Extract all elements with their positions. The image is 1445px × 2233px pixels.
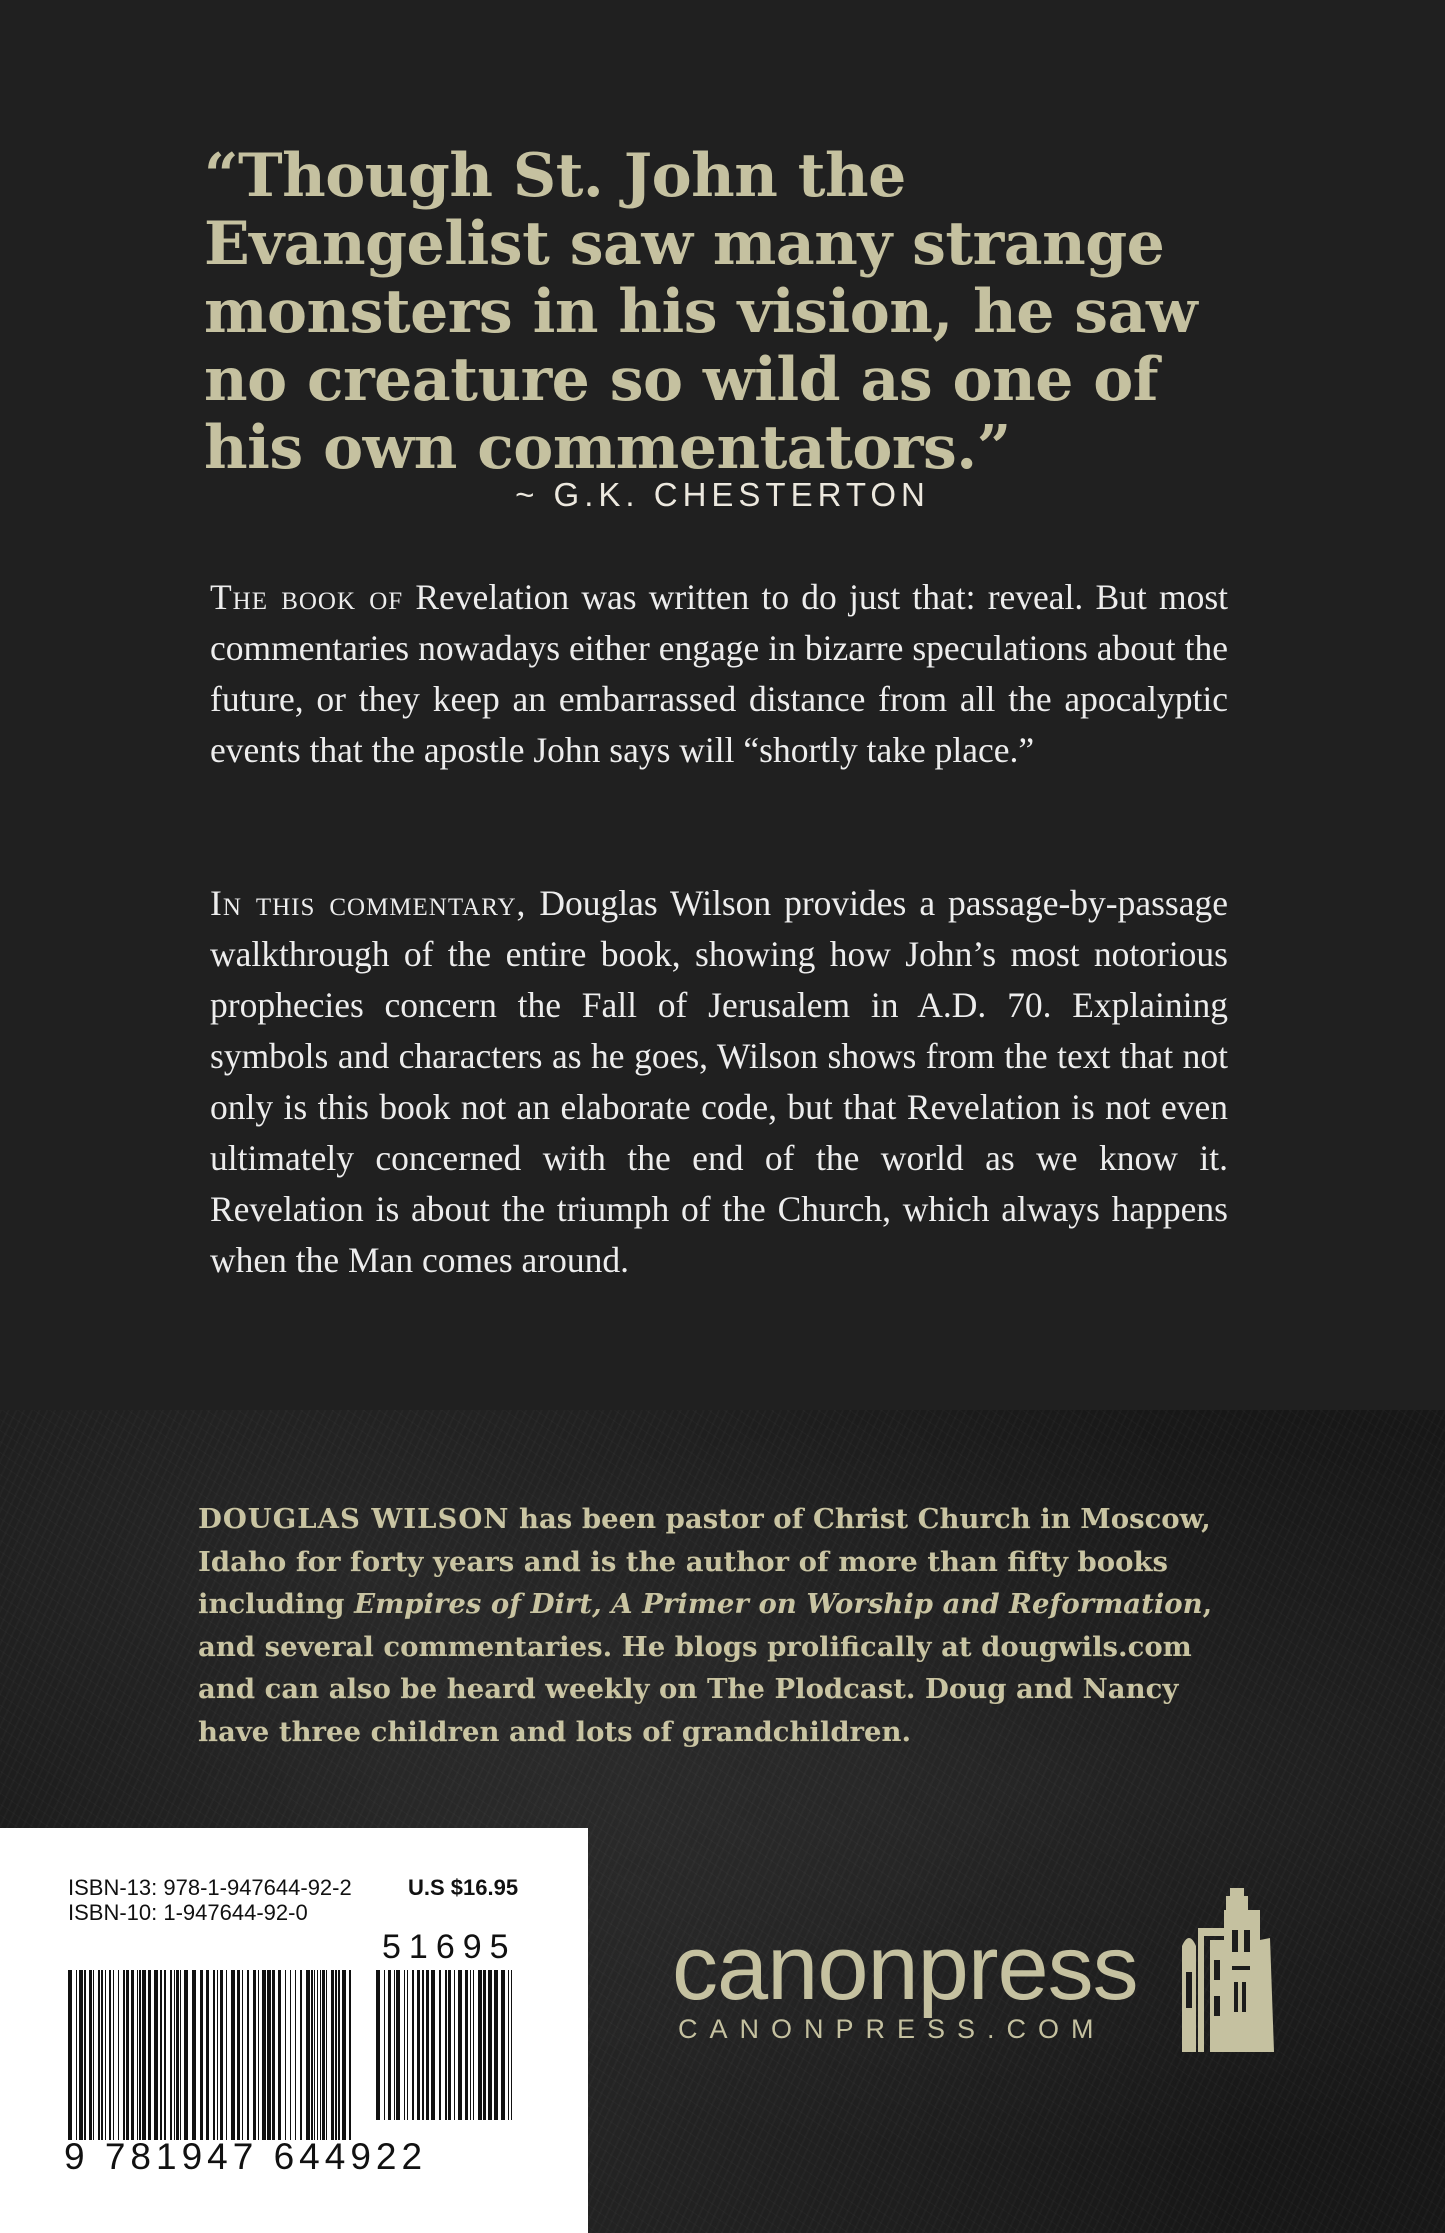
isbn-13: ISBN-13: 978-1-947644-92-2 xyxy=(68,1875,352,1900)
barcode-bar xyxy=(488,1970,492,2120)
barcode-bar xyxy=(253,1970,256,2140)
barcode-bar xyxy=(242,1970,243,2140)
barcode-bar xyxy=(458,1970,462,2120)
barcode-bar xyxy=(508,1970,509,2120)
barcode-bar xyxy=(105,1970,106,2140)
barcode-bar xyxy=(349,1970,351,2140)
barcode-bar xyxy=(247,1970,249,2140)
barcode-bar xyxy=(79,1970,83,2140)
barcode-bar xyxy=(126,1970,129,2140)
barcode-bar xyxy=(89,1970,92,2140)
barcode-bar xyxy=(511,1970,512,2120)
barcode-bar xyxy=(494,1970,498,2120)
isbn-10: ISBN-10: 1-947644-92-0 xyxy=(68,1900,308,1925)
barcode-bar xyxy=(454,1970,455,2120)
publisher-url: CANONPRESS.COM xyxy=(678,2014,1106,2044)
barcode-bar xyxy=(331,1970,334,2140)
barcode-bar xyxy=(501,1970,505,2120)
description-paragraph-1 xyxy=(210,572,1228,776)
barcode-bar xyxy=(326,1970,327,2140)
barcode-bar xyxy=(448,1970,451,2120)
description-paragraph-2 xyxy=(210,878,1228,1286)
barcode-bar xyxy=(164,1970,166,2140)
barcode-bar xyxy=(192,1970,196,2140)
barcode-bar xyxy=(220,1970,223,2140)
barcode-bar xyxy=(213,1970,215,2140)
barcode-bar xyxy=(412,1970,414,2120)
author-name: DOUGLAS WILSON xyxy=(198,1503,510,1535)
paragraph-lead: The book of xyxy=(210,577,404,617)
bio-text: has been pastor of Christ Church in Moscow, Idaho for forty years and is the author of more than fifty books including xyxy=(198,1503,1211,1620)
barcode-bar xyxy=(258,1970,259,2140)
barcode-bar xyxy=(338,1970,340,2140)
barcode-bar xyxy=(174,1970,175,2140)
barcode-bar xyxy=(445,1970,447,2120)
barcode-bar xyxy=(237,1970,240,2140)
barcode-bar xyxy=(335,1970,337,2140)
barcode-bar xyxy=(431,1970,435,2120)
barcode-bar xyxy=(394,1970,395,2120)
quote-attribution: ~ G.K. CHESTERTON xyxy=(515,476,930,513)
barcode-bar xyxy=(285,1970,286,2140)
paragraph-lead: In this commentary, xyxy=(210,883,527,923)
barcode-bar xyxy=(154,1970,158,2140)
barcode-bar xyxy=(267,1970,271,2140)
barcode-bar xyxy=(148,1970,151,2140)
barcode-bar xyxy=(322,1970,325,2140)
barcode-bar xyxy=(317,1970,318,2140)
paragraph-text: Douglas Wilson provides a passage-by-passage walkthrough of the entire book, showing how John’s most notorious prophecies concern the Fall of Jerusalem in A.D. 70. Explaining symbols and characters as he goes, Wilson shows from the text that not only is this book not an elaborate code, but that Revelation is not even ultimately concerned with the end of the world as we know it. Revelation is about the triumph of the Church, which always happens when the Man comes around. xyxy=(210,883,1228,1280)
barcode-bar xyxy=(439,1970,441,2120)
pull-quote: “Though St. John the Evangelist saw many strange monsters in his vision, he saw no creature so wild as one of his own commentators.” xyxy=(204,141,1198,483)
barcode-bar xyxy=(142,1970,146,2140)
book-title: A Primer on Worship and Reformation xyxy=(611,1588,1203,1620)
barcode-bar xyxy=(306,1970,310,2140)
barcode-bar xyxy=(262,1970,266,2140)
barcode-bar xyxy=(113,1970,114,2140)
publisher-logo-text: canonpress xyxy=(672,1917,1138,2019)
barcode-bar xyxy=(384,1970,385,2120)
barcode-bar xyxy=(176,1970,179,2140)
barcode-bar xyxy=(314,1970,315,2140)
barcode-bar xyxy=(160,1970,162,2140)
barcode-bar xyxy=(320,1970,321,2140)
barcode-bar xyxy=(68,1970,72,2140)
addon-number: 51695 xyxy=(382,1928,517,1966)
cathedral-tower-icon xyxy=(1180,1880,1276,2052)
bio-text: , and several commentaries. He blogs prolifically at dougwils.com and can also be heard weekly on The Plodcast. Doug and Nancy have three children and lots of grandchildren. xyxy=(198,1588,1213,1748)
barcode-bar xyxy=(206,1970,209,2140)
barcode-bar xyxy=(426,1970,429,2120)
barcode-bar xyxy=(272,1970,275,2140)
barcode-bar xyxy=(217,1970,218,2140)
barcode-bar xyxy=(342,1970,346,2140)
barcode-bar xyxy=(396,1970,400,2120)
barcode-bar xyxy=(200,1970,203,2140)
barcode-bar xyxy=(417,1970,420,2120)
addon-barcode xyxy=(376,1970,518,2120)
barcode-bar xyxy=(84,1970,86,2140)
barcode-bar xyxy=(422,1970,424,2120)
barcode-bar xyxy=(290,1970,291,2140)
barcode-bar xyxy=(470,1970,471,2120)
book-title: Empires of Dirt xyxy=(354,1588,593,1620)
barcode-bar xyxy=(118,1970,119,2140)
barcode-bar xyxy=(93,1970,94,2140)
barcode-bar xyxy=(376,1970,380,2120)
barcode-bar xyxy=(76,1970,77,2140)
isbn-barcode xyxy=(68,1970,358,2140)
barcode-bar xyxy=(123,1970,125,2140)
barcode-bar xyxy=(180,1970,181,2140)
barcode-bar xyxy=(170,1970,172,2140)
paragraph-text: Revelation was written to do just that: reveal. But most commentaries nowadays either engage in bizarre speculations about the future, or they keep an embarrassed distance from all the apocalyptic events that the apostle John says will “shortly take place.” xyxy=(210,577,1228,770)
barcode-bar xyxy=(295,1970,296,2140)
barcode-bar xyxy=(184,1970,188,2140)
barcode-bar xyxy=(101,1970,103,2140)
barcode-bar xyxy=(131,1970,134,2140)
barcode-bar xyxy=(278,1970,281,2140)
barcode-bar xyxy=(300,1970,302,2140)
barcode-bar xyxy=(478,1970,482,2120)
barcode-bar xyxy=(404,1970,405,2120)
barcode-bar xyxy=(388,1970,391,2120)
barcode-bar xyxy=(311,1970,313,2140)
barcode-number: 9 781947 644922 xyxy=(64,2136,428,2177)
barcode-bar xyxy=(473,1970,474,2120)
barcode-bar xyxy=(226,1970,227,2140)
author-bio xyxy=(198,1498,1248,1753)
barcode-bar xyxy=(407,1970,408,2120)
barcode-bar xyxy=(231,1970,235,2140)
price-label: U.S $16.95 xyxy=(408,1875,519,1900)
barcode-bar xyxy=(465,1970,468,2120)
separator: , xyxy=(592,1588,612,1620)
barcode-bar xyxy=(137,1970,138,2140)
barcode-bar xyxy=(139,1970,141,2140)
barcode-bar xyxy=(98,1970,100,2140)
barcode-bar xyxy=(109,1970,111,2140)
barcode-bar xyxy=(483,1970,486,2120)
